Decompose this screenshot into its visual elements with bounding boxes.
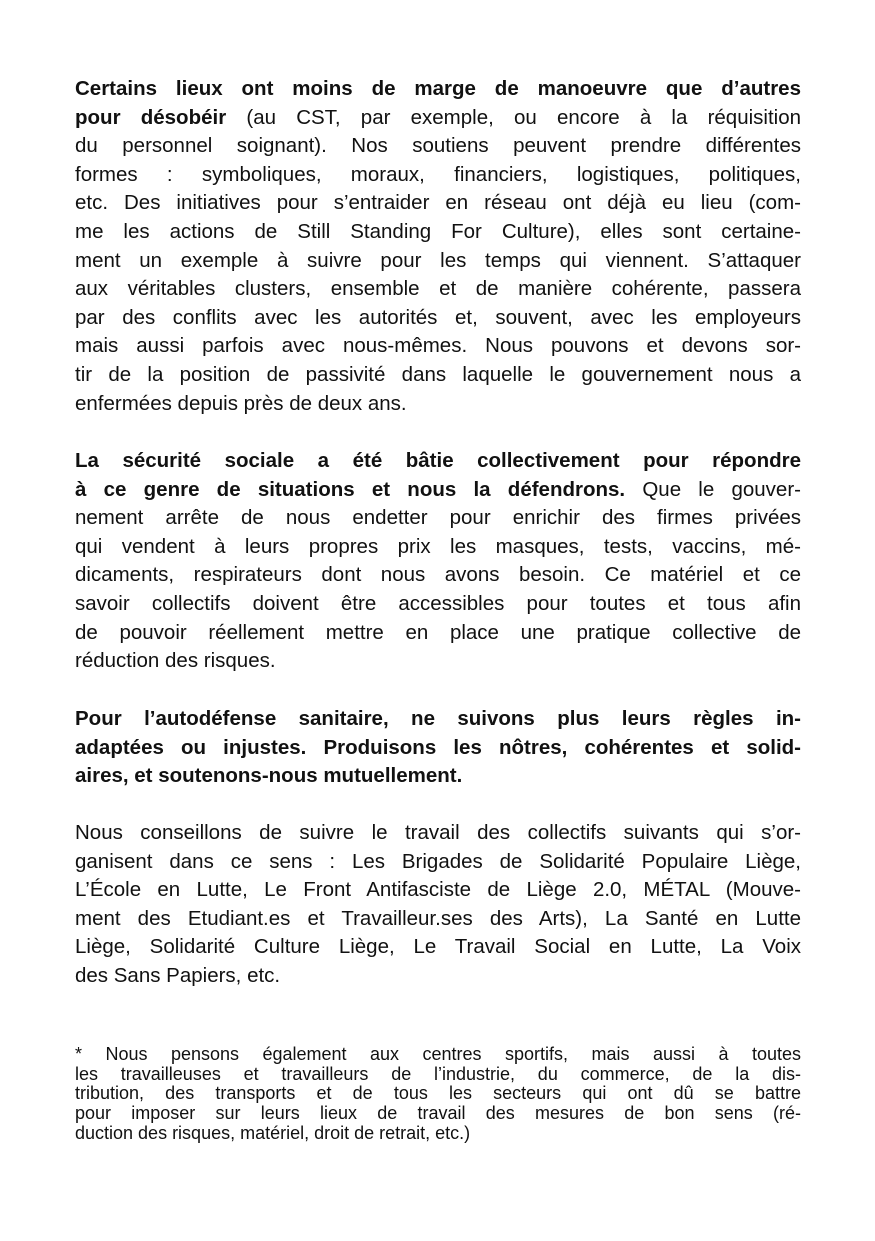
body-text: ment des Etudiant.es et Travailleur.ses des Arts), La Santé en Lutte	[75, 906, 801, 930]
text-line	[75, 104, 801, 133]
text-line	[75, 275, 801, 304]
text-line	[75, 933, 801, 962]
bold-text: La sécurité sociale a été bâtie collectivement pour répondre	[75, 449, 801, 472]
body-text: L’École en Lutte, Le Front Antifasciste de Liège 2.0, MÉTAL (Mouve-	[75, 878, 801, 902]
footnote-line: * Nous pensons également aux centres sportifs, mais aussi à toutes	[75, 1044, 801, 1064]
body-text: de pouvoir réellement mettre en place une pratique collective de	[75, 620, 801, 644]
body-text: etc. Des initiatives pour s’entraider en réseau ont déjà eu lieu (com-	[75, 191, 801, 215]
body-text: formes : symboliques, moraux, financiers, logistiques, politiques,	[75, 162, 801, 186]
body-text: nement arrête de nous endetter pour enrichir des firmes privées	[75, 506, 801, 530]
text-line	[75, 390, 801, 419]
body-text: Nous conseillons de suivre le travail des collectifs suivants qui s’or-	[75, 821, 801, 844]
paragraph-2	[75, 447, 801, 676]
text-line	[75, 304, 801, 333]
body-text: ganisent dans ce sens : Les Brigades de Solidarité Populaire Liège,	[75, 849, 801, 873]
text-line	[75, 962, 801, 991]
footnote-line: les travailleuses et travailleurs de l’industrie, du commerce, de la dis-	[75, 1063, 801, 1084]
text-line	[75, 132, 801, 161]
text-line	[75, 447, 801, 476]
text-line	[75, 561, 801, 590]
bold-text: à ce genre de situations et nous la défendrons.	[75, 477, 626, 501]
text-line	[75, 161, 801, 190]
bold-text: pour désobéir	[75, 105, 227, 129]
footnote-line: duction des risques, matériel, droit de retrait, etc.)	[75, 1122, 471, 1143]
text-line	[75, 590, 801, 619]
body-text: savoir collectifs doivent être accessibles pour toutes et tous afin	[75, 591, 801, 615]
text-line	[75, 762, 801, 791]
bold-text: aires, et soutenons-nous mutuellement.	[75, 764, 463, 788]
text-line	[75, 504, 801, 533]
text-line	[75, 361, 801, 390]
text-line	[75, 619, 801, 648]
body-text: du personnel soignant). Nos soutiens peuvent prendre différentes	[75, 134, 801, 158]
text-line	[75, 533, 801, 562]
text-line	[75, 734, 801, 763]
text-line	[75, 647, 801, 676]
footnote-line: pour imposer sur leurs lieux de travail des mesures de bon sens (ré-	[75, 1103, 801, 1124]
paragraph-3	[75, 705, 801, 791]
bold-text: adaptées ou injustes. Produisons les nôtres, cohérentes et solid-	[75, 735, 801, 759]
body-text: ment un exemple à suivre pour les temps qui viennent. S’attaquer	[75, 248, 801, 272]
bold-text: Certains lieux ont moins de marge de manoeuvre que d’autres	[75, 77, 801, 100]
footnote	[75, 1045, 801, 1144]
text-line	[75, 905, 801, 934]
body-text: qui vendent à leurs propres prix les masques, tests, vaccins, mé-	[75, 534, 801, 558]
text-line	[75, 876, 801, 905]
text-line	[75, 75, 801, 104]
body-text: par des conflits avec les autorités et, souvent, avec les employeurs	[75, 305, 801, 329]
text-line	[75, 218, 801, 247]
body-text: me les actions de Still Standing For Culture), elles sont certaine-	[75, 219, 801, 243]
text-line	[75, 705, 801, 734]
body-text: aux véritables clusters, ensemble et de manière cohérente, passera	[75, 277, 801, 301]
paragraph-4	[75, 819, 801, 991]
text-line	[75, 848, 801, 877]
body-text: Que le gouver-	[625, 477, 801, 501]
body-text: tir de la position de passivité dans laquelle le gouvernement nous a	[75, 362, 801, 386]
bold-text: Pour l’autodéfense sanitaire, ne suivons plus leurs règles in-	[75, 707, 801, 730]
footnote-line: tribution, des transports et de tous les secteurs qui ont dû se battre	[75, 1083, 801, 1104]
text-line	[75, 819, 801, 848]
body-text: des Sans Papiers, etc.	[75, 963, 281, 987]
paragraph-1	[75, 75, 801, 418]
body-text: réduction des risques.	[75, 649, 276, 673]
text-line	[75, 189, 801, 218]
body-text: dicaments, respirateurs dont nous avons besoin. Ce matériel et ce	[75, 563, 801, 587]
text-line	[75, 247, 801, 276]
body-text: mais aussi parfois avec nous-mêmes. Nous pouvons et devons sor-	[75, 334, 801, 358]
body-text: (au CST, par exemple, ou encore à la réquisition	[226, 105, 802, 129]
text-line	[75, 476, 801, 505]
body-text: Liège, Solidarité Culture Liège, Le Travail Social en Lutte, La Voix	[75, 935, 801, 959]
text-line	[75, 332, 801, 361]
body-text: enfermées depuis près de deux ans.	[75, 391, 407, 415]
